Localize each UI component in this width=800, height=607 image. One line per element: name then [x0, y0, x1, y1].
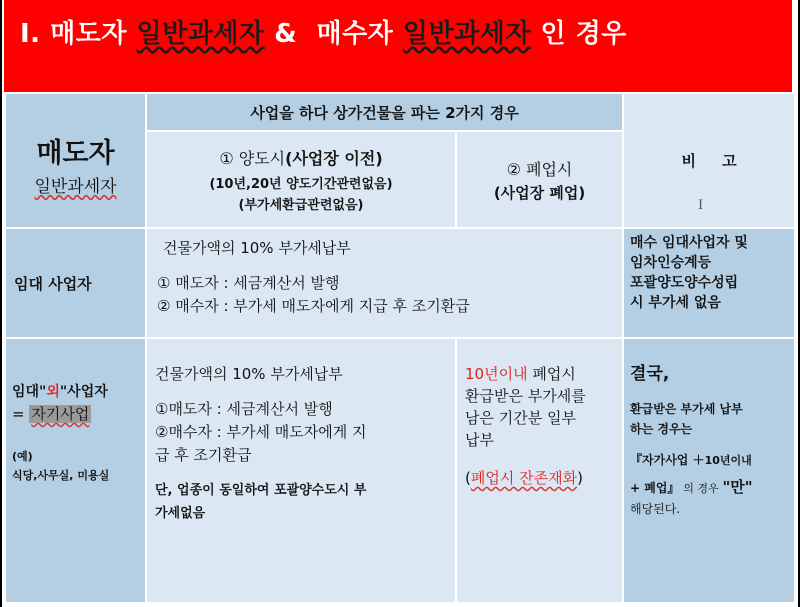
cases-header-cell [146, 93, 623, 131]
row2-remarks-self: 『자가사업 ＋ [630, 453, 705, 467]
row2-remarks-line4 [630, 476, 794, 497]
row2-label-suffix: "사업자 [59, 384, 108, 400]
text-cursor-icon: I [698, 198, 704, 213]
case2-note: (사업장 폐업) [493, 183, 586, 202]
row2-closure-rest: 폐업시 [527, 365, 576, 383]
title-part [127, 19, 137, 49]
row2-remarks-line3 [630, 451, 794, 468]
row2-closure-line: 환급받은 부가세를 [465, 387, 586, 405]
row2-closure-red: 10년이내 [465, 365, 528, 383]
row2-transfer-line: ①매도자 : 세금계산서 발행 [155, 400, 333, 418]
row2-closure-line: 납부 [465, 431, 494, 449]
row2-label-red: 외 [46, 384, 60, 400]
row2-transfer-cell [146, 338, 456, 603]
seller-subtitle: 일반과세자 [34, 176, 117, 197]
row2-closure-line: 남은 기간분 일부 [465, 409, 576, 427]
row2-remarks-title: 결국, [630, 364, 670, 384]
case1-label-bold: (사업장 이전) [285, 149, 383, 168]
row2-remarks-closure: + 폐업』 [630, 481, 680, 495]
slide-title [20, 13, 627, 50]
row2-closure-note-open: ( [465, 469, 471, 487]
case1-header-cell [146, 131, 456, 228]
cases-title: 사업을 하다 상가건물을 파는 2가지 경우 [250, 103, 519, 122]
row2-self-business: 자기사업 [31, 405, 90, 423]
row2-label [12, 381, 145, 401]
row2-closure-cell [456, 338, 623, 603]
case1-note2: (부가세환급관련없음) [238, 198, 364, 213]
title-part: 매도자 [50, 19, 127, 49]
row1-transfer-line: 건물가액의 10% 부가세납부 [163, 239, 351, 257]
row2-label-prefix: 임대" [12, 384, 47, 400]
remarks-title: 비 고 [681, 152, 737, 170]
seller-header-cell [5, 93, 146, 228]
case1-note1: (10년,20년 양도기간관련없음) [209, 177, 393, 192]
title-part: 인 경우 [530, 19, 627, 49]
row2-transfer-line: 급 후 조기환급 [155, 446, 252, 464]
row2-transfer-note: 단, 업종이 동일하여 포괄양수도시 부 [155, 483, 367, 498]
row2-remarks-line: 하는 경우는 [630, 422, 693, 436]
row2-remarks-cell [623, 338, 795, 603]
row2-closure-line1 [465, 363, 622, 385]
row2-remarks-line: 환급받은 부가세 납부 [630, 402, 743, 416]
comparison-table [4, 92, 796, 604]
row1-remark-line: 포괄양도양수성립 [630, 275, 739, 291]
title-part: & 매수자 [264, 19, 403, 49]
case2-header-cell [456, 131, 623, 228]
case1-label: ① 양도시 [219, 149, 286, 168]
row2-remarks-case: 의 경우 [683, 482, 719, 495]
row1-transfer-line [157, 260, 622, 272]
row1-label-cell [5, 228, 146, 338]
title-part: Ⅰ. [20, 19, 51, 49]
seller-title: 매도자 [36, 137, 115, 169]
slide [2, 0, 798, 607]
row2-example-title: (예) [12, 450, 33, 463]
title-banner [4, 0, 792, 92]
row1-transfer-line: ① 매도자 : 세금계산서 발행 [157, 274, 340, 292]
row2-remarks-line: 해당된다. [630, 502, 681, 516]
row2-transfer-line: 건물가액의 10% 부가세납부 [155, 365, 343, 383]
row1-transfer-line: ② 매수자 : 부가세 매도자에게 지급 후 조기환급 [157, 297, 470, 315]
row2-eq: = [12, 405, 30, 423]
row1-remark-line: 임차인승계등 [630, 255, 712, 271]
row1-remarks-cell [623, 228, 795, 338]
title-part: 일반과세자 [402, 19, 531, 49]
row2-closure-note-close: ) [577, 469, 583, 487]
row2-label-cell [5, 338, 146, 603]
row2-example: 식당,사무실, 미용실 [12, 469, 110, 482]
row1-remark-line: 시 부가세 없음 [630, 295, 721, 311]
row2-transfer-line [155, 386, 455, 398]
row2-label-line2 [12, 403, 145, 424]
title-part: 일반과세자 [136, 19, 265, 49]
row1-remark-line: 매수 임대사업자 및 [630, 235, 748, 251]
row1-transfer-cell [146, 228, 623, 338]
row2-closure-note-red: 폐업시 잔존재화 [470, 469, 578, 487]
row2-transfer-note: 가세없음 [155, 506, 206, 521]
remarks-header-cell [623, 93, 795, 228]
row2-closure-note [465, 467, 622, 489]
row2-remarks-only: "만" [722, 478, 753, 496]
row2-remarks-10yr: 10년이내 [704, 454, 752, 467]
row2-transfer-line: ②매수자 : 부가세 매도자에게 지 [155, 423, 367, 441]
case2-label: ② 폐업시 [506, 159, 573, 179]
row1-label: 임대 사업자 [14, 274, 92, 293]
